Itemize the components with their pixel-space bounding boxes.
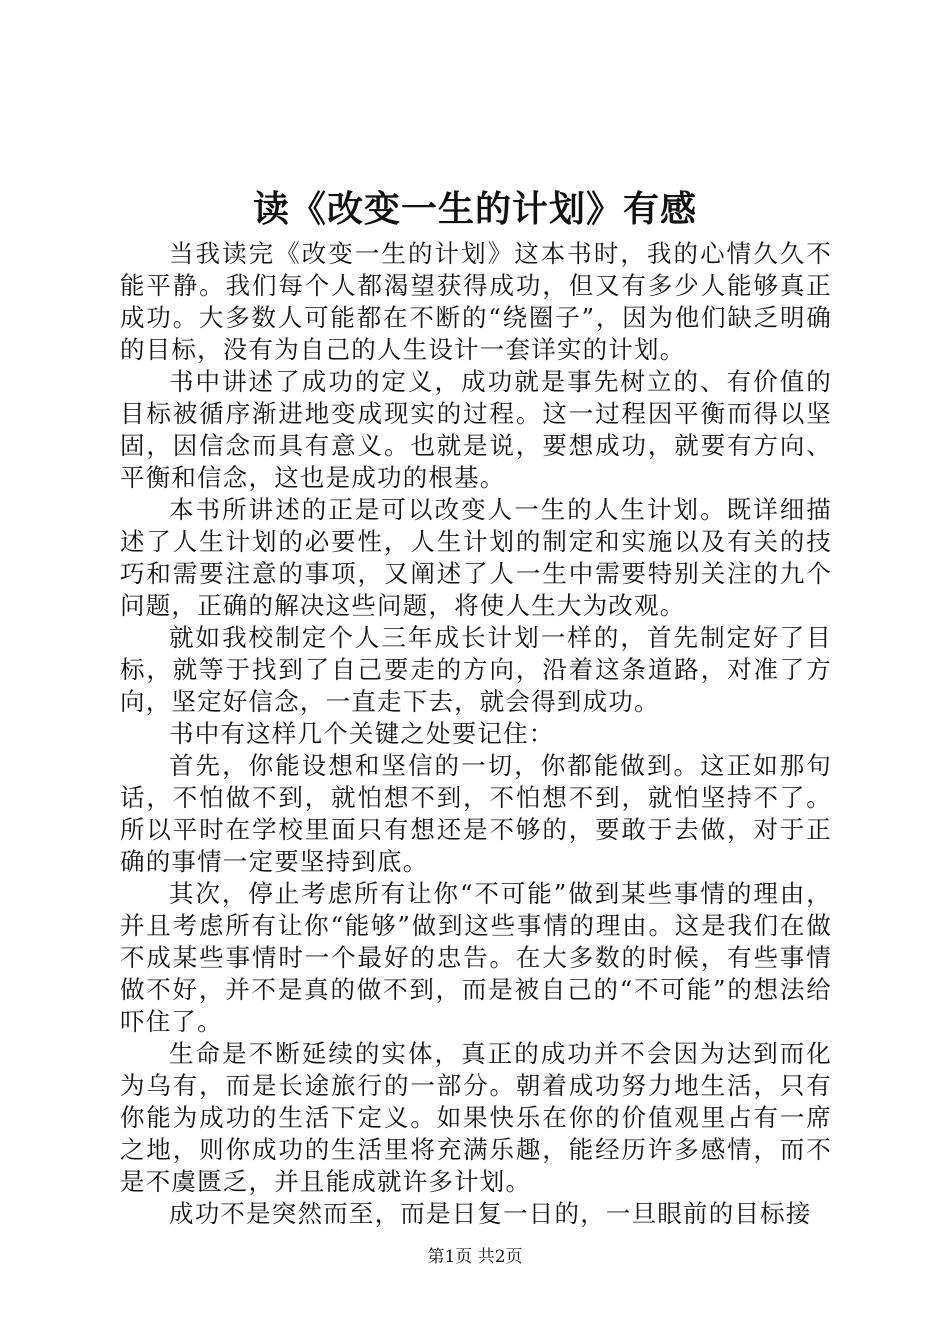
paragraph: 当我读完《改变一生的计划》这本书时，我的心情久久不能平静。我们每个人都渴望获得成功，但又有多少人能够真正成功。大多数人可能都在不断的“绕圈子”，因为他们缺乏明确的目标，没有为自己的人生设计一套详实的计划。 xyxy=(120,239,832,364)
document-title: 读《改变一生的计划》有感 xyxy=(252,188,697,230)
paragraph: 首先，你能设想和坚信的一切，你都能做到。这正如那句话，不怕做不到，就怕想不到，不怕想不到，就怕坚持不了。所以平时在学校里面只有想还是不够的，要敢于去做，对于正确的事情一定要坚持到底。 xyxy=(120,751,832,876)
paragraph: 成功不是突然而至，而是日复一日的，一旦眼前的目标接 xyxy=(169,1199,812,1228)
paragraph: 本书所讲述的正是可以改变人一生的人生计划。既详细描述了人生计划的必要性，人生计划的制定和实施以及有关的技巧和需要注意的事项，又阐述了人一生中需要特别关注的九个问题，正确的解决这些问题，将使人生大为改观。 xyxy=(120,495,832,620)
paragraph: 生命是不断延续的实体，真正的成功并不会因为达到而化为乌有，而是长途旅行的一部分。朝着成功努力地生活，只有你能为成功的生活下定义。如果快乐在你的价值观里占有一席之地，则你成功的生活里将充满乐趣，能经历许多感情，而不是不虞匮乏，并且能成就许多计划。 xyxy=(120,1039,832,1196)
document-body xyxy=(120,238,832,1230)
paragraph: 就如我校制定个人三年成长计划一样的，首先制定好了目标，就等于找到了自己要走的方向，沿着这条道路，对准了方向，坚定好信念，一直走下去，就会得到成功。 xyxy=(120,623,832,716)
paragraph: 其次，停止考虑所有让你“不可能”做到某些事情的理由，并且考虑所有让你“能够”做到这些事情的理由。这是我们在做不成某些事情时一个最好的忠告。在大多数的时候，有些事情做不好，并不是真的做不到，而是被自己的“不可能”的想法给吓住了。 xyxy=(120,879,832,1036)
page-footer: 第1页 共2页 xyxy=(427,1247,523,1267)
paragraph: 书中讲述了成功的定义，成功就是事先树立的、有价值的目标被循序渐进地变成现实的过程。这一过程因平衡而得以坚固，因信念而具有意义。也就是说，要想成功，就要有方向、平衡和信念，这也是成功的根基。 xyxy=(120,367,832,492)
paragraph: 书中有这样几个关键之处要记住： xyxy=(169,719,555,748)
